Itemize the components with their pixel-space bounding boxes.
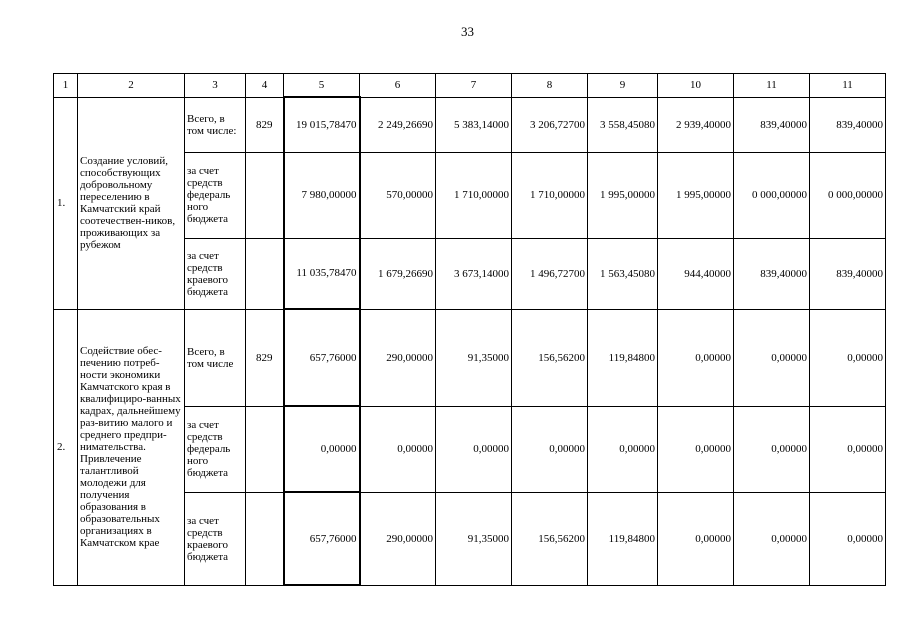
funding-source: за счет средств федераль ного бюджета [185, 406, 246, 492]
header-cell: 6 [360, 74, 436, 98]
table-row [54, 309, 886, 406]
value-cell: 1 995,00000 [658, 152, 734, 238]
budget-table [53, 73, 886, 586]
row-index: 2. [54, 309, 78, 585]
header-cell: 2 [78, 74, 185, 98]
value-cell: 1 563,45080 [588, 238, 658, 309]
value-cell: 119,84800 [588, 492, 658, 585]
header-cell: 8 [512, 74, 588, 98]
measure-name: Содействие обес-печению потреб-ности экономики Камчатского края в квалифициро-ванных кадрах, дальнейшему раз-витию малого и среднего предпри-нимательства. Привлечение талантливой молодежи для получения образования в образовательных организациях в Камчатском крае [78, 309, 185, 585]
value-cell: 2 939,40000 [658, 97, 734, 152]
value-cell: 0,00000 [734, 406, 810, 492]
value-cell: 0,00000 [734, 492, 810, 585]
funding-source: Всего, в том числе [185, 309, 246, 406]
value-cell: 0,00000 [360, 406, 436, 492]
value-cell: 11 035,78470 [284, 238, 360, 309]
code-cell: 829 [246, 97, 284, 152]
value-cell: 19 015,78470 [284, 97, 360, 152]
header-cell: 10 [658, 74, 734, 98]
funding-source: за счет средств федераль ного бюджета [185, 152, 246, 238]
value-cell: 657,76000 [284, 309, 360, 406]
value-cell: 156,56200 [512, 492, 588, 585]
code-cell [246, 238, 284, 309]
value-cell: 156,56200 [512, 309, 588, 406]
value-cell: 1 710,00000 [436, 152, 512, 238]
value-cell: 0,00000 [588, 406, 658, 492]
value-cell: 0,00000 [810, 492, 886, 585]
header-cell: 1 [54, 74, 78, 98]
value-cell: 657,76000 [284, 492, 360, 585]
value-cell: 0,00000 [284, 406, 360, 492]
value-cell: 0,00000 [658, 492, 734, 585]
funding-source: Всего, в том числе: [185, 97, 246, 152]
header-cell: 3 [185, 74, 246, 98]
value-cell: 0,00000 [512, 406, 588, 492]
value-cell: 5 383,14000 [436, 97, 512, 152]
value-cell: 7 980,00000 [284, 152, 360, 238]
value-cell: 839,40000 [810, 97, 886, 152]
value-cell: 0,00000 [658, 406, 734, 492]
funding-source: за счет средств краевого бюджета [185, 492, 246, 585]
value-cell: 2 249,26690 [360, 97, 436, 152]
value-cell: 839,40000 [734, 97, 810, 152]
value-cell: 944,40000 [658, 238, 734, 309]
header-cell: 11 [734, 74, 810, 98]
value-cell: 119,84800 [588, 309, 658, 406]
value-cell: 91,35000 [436, 492, 512, 585]
value-cell: 1 496,72700 [512, 238, 588, 309]
value-cell: 91,35000 [436, 309, 512, 406]
code-cell: 829 [246, 309, 284, 406]
header-cell: 11 [810, 74, 886, 98]
code-cell [246, 152, 284, 238]
header-cell: 5 [284, 74, 360, 98]
value-cell: 0,00000 [810, 406, 886, 492]
value-cell: 0,00000 [658, 309, 734, 406]
value-cell: 1 679,26690 [360, 238, 436, 309]
value-cell: 0 000,00000 [734, 152, 810, 238]
value-cell: 290,00000 [360, 309, 436, 406]
value-cell: 0,00000 [810, 309, 886, 406]
value-cell: 0,00000 [734, 309, 810, 406]
value-cell: 3 206,72700 [512, 97, 588, 152]
table-row [54, 97, 886, 152]
value-cell: 570,00000 [360, 152, 436, 238]
value-cell: 0,00000 [436, 406, 512, 492]
value-cell: 3 558,45080 [588, 97, 658, 152]
value-cell: 3 673,14000 [436, 238, 512, 309]
header-row [54, 74, 886, 98]
page-number: 33 [461, 24, 474, 39]
header-cell: 4 [246, 74, 284, 98]
header-cell: 7 [436, 74, 512, 98]
value-cell: 1 995,00000 [588, 152, 658, 238]
value-cell: 839,40000 [734, 238, 810, 309]
value-cell: 0 000,00000 [810, 152, 886, 238]
value-cell: 1 710,00000 [512, 152, 588, 238]
code-cell [246, 406, 284, 492]
header-cell: 9 [588, 74, 658, 98]
measure-name: Создание условий, способствующих добровольному переселению в Камчатский край соотечествен-ников, проживающих за рубежом [78, 97, 185, 309]
code-cell [246, 492, 284, 585]
value-cell: 290,00000 [360, 492, 436, 585]
value-cell: 839,40000 [810, 238, 886, 309]
funding-source: за счет средств краевого бюджета [185, 238, 246, 309]
row-index: 1. [54, 97, 78, 309]
